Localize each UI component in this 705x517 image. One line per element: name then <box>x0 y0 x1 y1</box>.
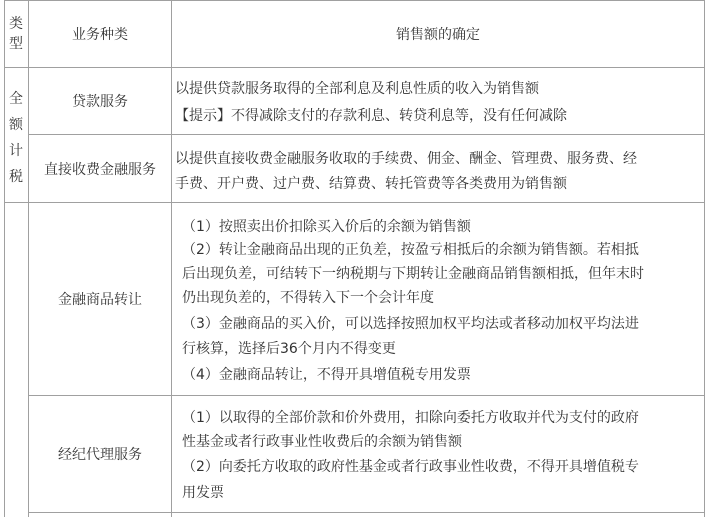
row-name: 金融商品转让 <box>58 292 142 308</box>
row-loan-services-name <box>29 68 171 134</box>
row-financial-product-transfer-name <box>29 203 171 395</box>
desc-line: （2）转让金融商品出现的正负差，按盈亏相抵后的余额为销售额。若相抵 <box>182 242 639 258</box>
header-business-type <box>29 1 171 67</box>
header-type-char: 类 <box>9 16 23 32</box>
desc-line: （1）以取得的全部价款和价外费用，扣除向委托方收取并代为支付的政府 <box>182 410 639 426</box>
vat-sales-table <box>4 0 705 517</box>
row-name: 贷款服务 <box>72 94 128 110</box>
desc-line: （4）金融商品转让，不得开具增值税专用发票 <box>182 367 471 383</box>
group-label-char: 税 <box>9 169 23 185</box>
row-direct-fee-services-desc <box>172 135 704 202</box>
row-name: 经纪代理服务 <box>58 447 142 463</box>
desc-line: 行核算，选择后36个月内不得变更 <box>182 341 396 357</box>
group-label-char: 全 <box>9 91 23 107</box>
desc-line: 性基金或者行政事业性收费后的余额为销售额 <box>182 434 462 450</box>
header-business-label: 业务种类 <box>72 27 128 43</box>
row-direct-fee-services-name <box>29 135 171 202</box>
header-determination-label: 销售额的确定 <box>396 27 480 43</box>
desc-line: 用发票 <box>182 485 224 501</box>
desc-line: （1）按照卖出价扣除买入价后的余额为销售额 <box>182 219 471 235</box>
desc-line: 【提示】不得减除支付的存款利息、转贷利息等，没有任何减除 <box>175 108 567 124</box>
grid-line <box>28 512 705 513</box>
desc-line: 以提供贷款服务取得的全部利息及利息性质的收入为销售额 <box>175 81 539 97</box>
row-financial-product-transfer-desc <box>172 203 704 395</box>
group-label-full-amount <box>5 68 28 202</box>
group-label-char: 计 <box>9 143 23 159</box>
row-name: 直接收费金融服务 <box>44 161 156 178</box>
desc-line: 手费、开户费、过户费、结算费、转托管费等各类费用为销售额 <box>175 176 567 192</box>
header-type-char: 型 <box>9 36 23 52</box>
desc-line: （2）向委托方收取的政府性基金或者行政事业性收费，不得开具增值税专 <box>182 459 639 475</box>
header-type <box>5 1 28 67</box>
header-sales-determination <box>172 1 704 67</box>
row-brokerage-agency-name <box>29 396 171 512</box>
desc-line: 以提供直接收费金融服务收取的手续费、佣金、酬金、管理费、服务费、经 <box>175 151 637 167</box>
row-brokerage-agency-desc <box>172 396 704 512</box>
group-label-char: 额 <box>9 117 23 133</box>
row-loan-services-desc <box>172 68 704 134</box>
desc-line: （3）金融商品的买入价，可以选择按照加权平均法或者移动加权平均法进 <box>182 316 639 332</box>
desc-line: 后出现负差，可结转下一纳税期与下期转让金融商品销售额相抵，但年末时 <box>182 266 644 282</box>
desc-line: 仍出现负差的，不得转入下一个会计年度 <box>182 290 434 306</box>
